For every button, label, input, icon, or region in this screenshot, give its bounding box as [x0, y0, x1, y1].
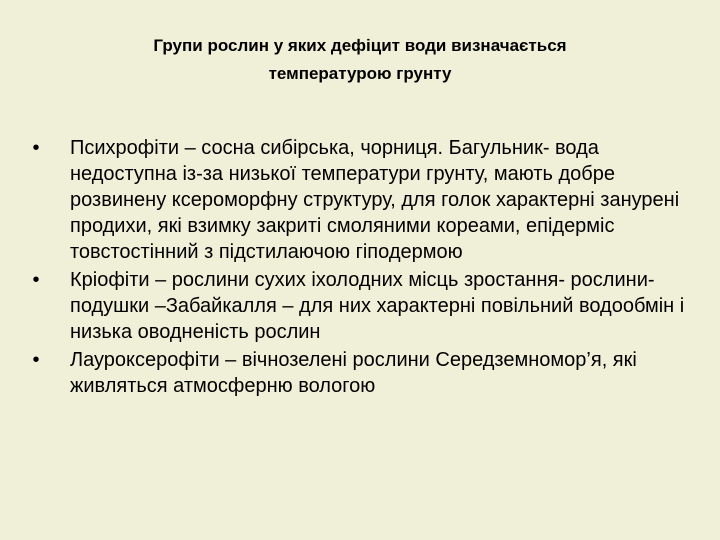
- bullet-marker: •: [32, 269, 40, 291]
- bullet-text: Психрофіти – сосна сибірська, чорниця. Багульник- вода недоступна із-за низької температури грунту, мають добре розвинену ксероморфну структуру, для голок характерні занурені продихи, які взимку закриті смоляними кореами, епідерміс товстостінний з підстилаючою гіподермою: [70, 137, 680, 263]
- bullet-marker: •: [32, 137, 40, 159]
- bullet-marker: •: [32, 349, 40, 371]
- bullet-item-psychrophytes: [28, 135, 688, 265]
- bullet-text: Лауроксерофіти – вічнозелені рослини Середземномор’я, які живляться атмосферню вологою: [70, 349, 637, 397]
- slide-title-line-1: Групи рослин у яких дефіцит води визначається: [153, 36, 567, 55]
- slide-title-line-2: температурою грунту: [268, 64, 452, 83]
- bullet-text: Кріофіти – рослини сухих іхолодних місць зростання- рослини- подушки –Забайкалля – для них характерні повільний водообмін і низька оводненість рослин: [70, 269, 685, 343]
- bullet-item-lauroxerophytes: [28, 347, 688, 399]
- bullet-list: [28, 135, 688, 401]
- slide-title: [60, 32, 660, 88]
- bullet-item-cryophytes: [28, 267, 688, 345]
